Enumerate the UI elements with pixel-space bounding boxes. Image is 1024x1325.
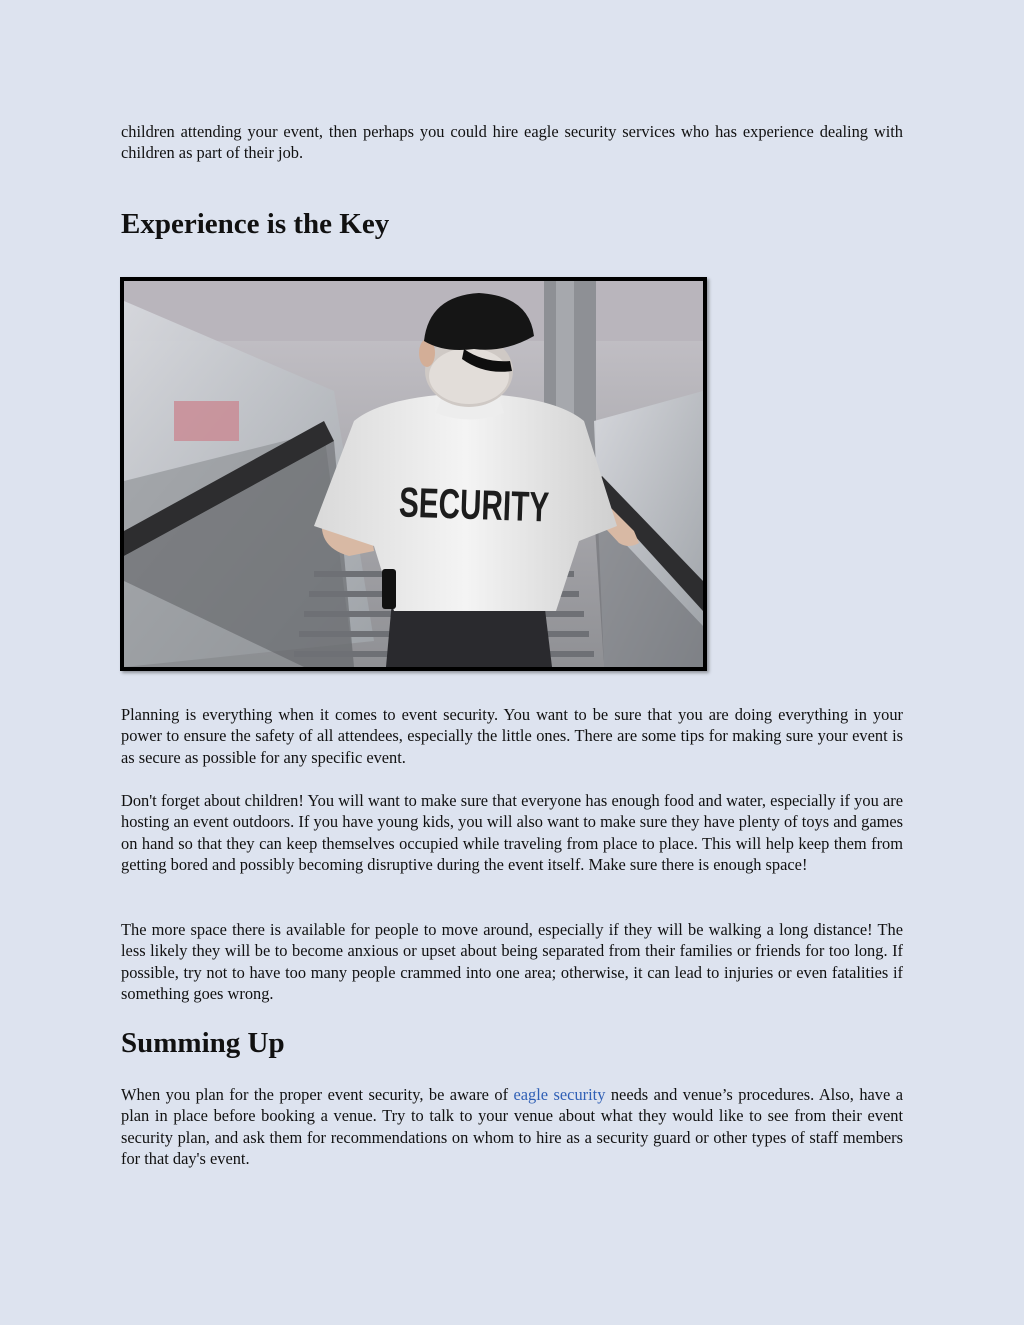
paragraph-space: The more space there is available for people to move around, especially if they will be walking a long distance! The less likely they will be to become anxious or upset about being separated from their families or friends for too long. If possible, try not to have too many people crammed into one area; otherwise, it can lead to injuries or even fatalities if something goes wrong. <box>121 920 903 1003</box>
shirt-security-text: SECURITY <box>398 478 613 533</box>
summary-text-before-link: When you plan for the proper event security, be aware of <box>121 1085 514 1104</box>
security-guard-photo <box>120 277 707 671</box>
section-heading-summing-up: Summing Up <box>121 1027 285 1059</box>
paragraph-children: Don't forget about children! You will want to make sure that everyone has enough food and water, especially if you are hosting an event outdoors. If you have young kids, you will also want to make sure they have plenty of toys and games on hand so that they can keep themselves occupied while traveling from place to place. This will help keep them from getting bored and possibly becoming disruptive during the event itself. Make sure there is enough space! <box>121 791 903 874</box>
paragraph-planning: Planning is everything when it comes to event security. You want to be sure that you are doing everything in your power to ensure the safety of all attendees, especially the little ones. There are some tips for making sure your event is as secure as possible for any specific event. <box>121 705 903 767</box>
paragraph-summary <box>121 1084 903 1169</box>
eagle-security-link[interactable]: eagle security <box>513 1085 606 1104</box>
summary-text-after-link: needs and venue’s procedures. Also, have a plan in place before booking a venue. Try to talk to your venue about what they would like to see from their event security plan, and ask them for recommendations on whom to hire as a security guard or other types of staff members for that day's event. <box>121 1085 903 1168</box>
section-heading-experience: Experience is the Key <box>121 208 390 240</box>
intro-paragraph: children attending your event, then perhaps you could hire eagle security services who has experience dealing with children as part of their job. <box>121 122 903 163</box>
